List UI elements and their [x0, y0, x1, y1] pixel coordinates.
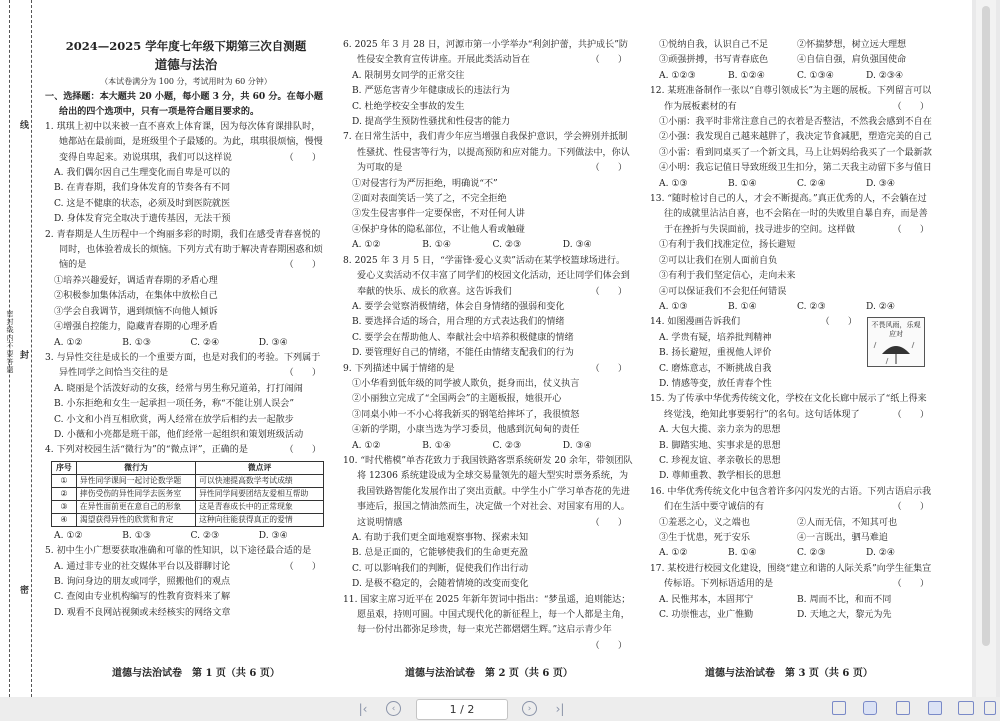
q1-option-a: A. 我们偶尔因自己生理变化而自卑是可以的 [54, 168, 231, 179]
q12-item-3: ③小雷：看到同桌买了一个新文具，马上让妈妈给我买了一个最新款 [659, 147, 932, 158]
column-2 [343, 38, 633, 654]
question-13: 13. “随时检讨自己的人，才会不断提高。”真正优秀的人，不会躺在过往的成就里沾沾自喜，也不会陷在一时的失败里自暴自弃，而是善于在挫折与失误面前，找寻进步的空间。这样做 （ ） ①有利于我们找准定位，扬长避短 ②可以让我们在别人面前自负 ③有利于我们坚定信心，走向未来 ④可以保证我们不会犯任何错误 A. ①③ B. ①④ C. ②③ D. ②④ [650, 192, 935, 315]
q9-item-2: ②小丽独立完成了“全国两会”的主题板报，她很开心 [352, 394, 562, 405]
fit-width-button[interactable] [896, 701, 910, 715]
q4-table [51, 461, 324, 527]
prev-page-button[interactable] [386, 701, 401, 716]
q4-options [45, 529, 327, 544]
q11-item-4: ④自信自强，肩负强国使命 [797, 55, 907, 66]
q1-option-c: C. 这是不健康的状态，必须及时到医院就医 [54, 198, 231, 209]
q12-item-2: ②小强：我发现自己越来越胖了，我决定节食减肥，塑造完美的自己 [659, 132, 932, 143]
q14-option-a: A. 学贵有疑，培养批判精神 [659, 332, 772, 343]
question-1: 1. 琪琪上初中以来被一直不喜欢上体育课，因为每次体育课排队时，她都站在最前面，是班级里个子最矮的。为此，琪琪很烦恼，慢慢变得自卑起来。劝说琪琪，我们可以这样说 （ ） A. 我们偶尔因自己生理变化而自卑是可以的 B. 在青春期，我们身体发育的节奏各有不同 C. 这是不健康的状态，必须及时到医院就医 D. 身体发育完全取决于遗传基因，无法干预 [45, 120, 327, 228]
q12-item-4: ④小明：我忘记值日导致班级卫生扣分，第二天我主动留下多与值日 [659, 163, 932, 174]
question-3: 3. 与异性交往是成长的一个重要方面，也是对我们的考验。下列属于异性同学之间恰当交往的是 （ ） A. 晓丽是个活泼好动的女孩，经常与男生称兄道弟，打打闹闹 B. 小东拒绝和女生一起承担一项任务，称“不能让别人误会” C. 小文和小肖互相欣赏，两人经常在放学后相约去一起散步 D. 小薇和小亮都是班干部，他们经常一起组织和策划班级活动 [45, 351, 327, 443]
question-8: 8. 2025 年 3 月 5 日，“学雷锋·爱心义卖”活动在某学校篮球场进行。爱心义卖活动不仅丰富了同学们的校园文化活动，还让同学们体会到奉献的快乐、成长的欣喜。这告诉我们 （ ） A. 要学会觉察消极情绪，体会自身情绪的强弱和变化 B. 要选择合适的场合，用合理的方式表达我们的情绪 C. 要学会在帮助他人、奉献社会中培养积极健康的情绪 D. 要管理好自己的情绪，不能任由情绪支配我们的行为 [343, 254, 633, 362]
section-heading: 一、选择题：本大题共 20 小题，每小题 3 分，共 60 分。在每小题给出的四个选项中，只有一项是符合题目要求的。 [45, 91, 323, 118]
q2-options [45, 336, 327, 351]
first-page-button[interactable] [355, 700, 371, 718]
q13-options [650, 300, 935, 315]
question-11-choices [650, 38, 935, 84]
scroll-view-button[interactable] [984, 701, 996, 715]
exam-note: （本试卷满分为 100 分，考试用时为 60 分钟） [100, 77, 272, 86]
q14-cartoon [867, 317, 925, 367]
q12-options [650, 177, 935, 192]
q4-option-d: D. ③④ [258, 530, 288, 541]
q16-option-d: D. ②④ [866, 548, 896, 559]
q15-option-c: C. 珍视友谊、孝亲敬长的思想 [659, 455, 781, 466]
q13-item-4: ④可以保证我们不会犯任何错误 [659, 286, 787, 297]
two-page-view-button[interactable] [958, 701, 974, 715]
q1-option-d: D. 身体发育完全取决于遗传基因，无法干预 [54, 214, 231, 225]
subject-title: 道德与法治 [154, 57, 218, 72]
page-footer-1: 道德与法治试卷 第 1 页（共 6 页） [112, 668, 280, 679]
q7-options [343, 238, 633, 253]
q1-option-b: B. 在青春期，我们身体发育的节奏各有不同 [54, 183, 231, 194]
q6-option-b: B. 严惩危害青少年健康成长的违法行为 [352, 86, 510, 97]
q10-option-c: C. 可以影响我们的判断，促使我们作出行动 [352, 563, 529, 574]
q16-items [650, 516, 935, 547]
q7-item-2: ②面对表面笑话一笑了之，不完全拒绝 [352, 194, 507, 205]
q9-option-a: A. ①② [352, 440, 381, 451]
last-page-button[interactable] [552, 700, 568, 718]
q2-option-c: C. ②④ [190, 337, 220, 348]
question-16: 16. 中华优秀传统文化中包含着许多闪闪发光的古语。下列古语启示我们在生活中要守诚信的有 （ ） ①羞恶之心，义之端也 ②人而无信，不知其可也 ③生于忧患，死于安乐 ④一言既出，驷马难追 A. ①② B. ①④ C. ②③ D. ②④ [650, 485, 935, 562]
q9-item-4: ④新的学期，小康当选为学习委员，他感到沉甸甸的责任 [352, 425, 580, 436]
q8-option-b: B. 要选择合适的场合，用合理的方式表达我们的情绪 [352, 317, 565, 328]
q11-options [650, 69, 935, 84]
q9-option-c: C. ②③ [492, 440, 522, 451]
q11-option-a: A. ①②③ [659, 70, 696, 81]
q9-options [343, 439, 633, 454]
q13-option-c: C. ②③ [797, 301, 826, 312]
first-page-icon: |‹ [358, 702, 368, 716]
page-footer-2: 道德与法治试卷 第 2 页（共 6 页） [405, 668, 573, 679]
q10-option-b: B. 总是正面的，它能够使我们的生命更充盈 [352, 548, 529, 559]
q14-cartoon-drawing [868, 318, 924, 366]
q4-option-c: C. ②③ [190, 530, 220, 541]
q6-option-a: A. 限制男女同学的正常交往 [352, 70, 465, 81]
q14-option-c: C. 磨炼意志，不断挑战自我 [659, 363, 772, 374]
q7-item-3: ③发生侵害事件一定要保密，不对任何人讲 [352, 209, 525, 220]
q16-item-3: ③生于忧患，死于安乐 [659, 533, 750, 543]
q4-header-comment: 微点评 [196, 461, 324, 474]
q15-option-a: A. 大包大揽、亲力亲为的思想 [659, 425, 781, 436]
q4-header-behavior: 微行为 [76, 461, 195, 474]
q12-item-1: ①小丽：我平时非常注意自己的衣着是否整洁，不然我会感到不自在 [659, 117, 932, 128]
q2-item-4: ④增强自控能力，隐藏青春期的心理矛盾 [54, 322, 218, 333]
q5-option-d: D. 观看不良网站视频或未经核实的网络文章 [54, 607, 231, 618]
q14-option-d: D. 情感等变，放任青春个性 [659, 378, 772, 389]
q11-item-3: ③顽强拼搏，书写青春底色 [659, 55, 769, 66]
q2-item-1: ①培养兴趣爱好，调适青春期的矛盾心理 [54, 275, 218, 286]
q16-item-2: ②人而无信，不知其可也 [797, 517, 898, 528]
q10-option-a: A. 有助于我们更全面地观察事物、探索未知 [352, 533, 529, 543]
question-14: 不畏风雨，乐观应对 14. 如图漫画告诉我们 （ ） A. 学贵有疑，培养批判精神 B. 扬长避短，重视他人评价 C. 磨炼意志，不断挑战自我 D. 情感等变，放任青春个性 [650, 315, 935, 392]
q8-option-a: A. 要学会觉察消极情绪，体会自身情绪的强弱和变化 [352, 301, 565, 312]
q12-option-d: D. ③④ [866, 178, 896, 189]
q17-options [650, 593, 935, 624]
binding-mark-top: 线 [18, 120, 28, 129]
table-row: ① 异性同学课间一起讨论数学题 可以快速提高数学考试成绩 [52, 474, 324, 487]
q4-header-no: 序号 [52, 461, 77, 474]
q16-options [650, 546, 935, 561]
scrollbar-thumb[interactable] [982, 6, 990, 646]
q10-option-d: D. 是极不稳定的，会随着情境的改变而变化 [352, 579, 529, 590]
question-6: 6. 2025 年 3 月 28 日，河源市第一小学举办“利剑护蕾，共护成长”防性侵安全教育宣传讲座。开展此类活动旨在 （ ） A. 限制男女同学的正常交往 B. 严惩危害青少年健康成长的违法行为 C. 杜绝学校安全事故的发生 D. 提高学生预防性骚扰和性侵害的能力 [343, 38, 633, 130]
fit-page-button[interactable] [863, 701, 877, 715]
q13-item-3: ③有利于我们坚定信心，走向未来 [659, 271, 796, 282]
q7-option-c: C. ②③ [492, 240, 522, 251]
q17-option-a: A. 民惟邦本，本固邦宁 [659, 594, 754, 605]
q14-option-b: B. 扬长避短，重视他人评价 [659, 348, 772, 359]
chevron-right-icon: › [527, 703, 532, 714]
q5-option-c: C. 查阅由专业机构编写的性教育资料来了解 [54, 592, 231, 603]
q3-option-d: D. 小薇和小亮都是班干部，他们经常一起组织和策划班级活动 [54, 429, 304, 440]
binding-warning-text: 密封线内不要答题 [6, 310, 14, 374]
table-row: ③ 在异性面前更在意自己的形象 这是青春成长中的正常现象 [52, 500, 324, 513]
q3-option-b: B. 小东拒绝和女生一起承担一项任务，称“不能让别人误会” [54, 399, 295, 410]
page-footer-3: 道德与法治试卷 第 3 页（共 6 页） [705, 668, 873, 679]
q7-option-a: A. ①② [352, 240, 381, 251]
q8-option-d: D. 要管理好自己的情绪，不能任由情绪支配我们的行为 [352, 348, 574, 359]
q11-item-2: ②怀揣梦想，树立远大理想 [797, 40, 907, 50]
q17-option-c: C. 功崇惟志，业广惟勤 [659, 610, 754, 621]
q9-item-1: ①小华看到低年级的同学被人欺负，挺身而出，仗义执言 [352, 378, 580, 389]
question-9: 9. 下列描述中属于情绪的是 （ ） ①小华看到低年级的同学被人欺负，挺身而出，仗义执言 ②小丽独立完成了“全国两会”的主题板报，她很开心 ③同桌小帅一不小心将我新买的钢笔给摔坏了，我很愤怒 ④新的学期，小康当选为学习委员，他感到沉甸甸的责任 A. ①② B. ①④ C. ②③ D. ③④ [343, 362, 633, 454]
chevron-left-icon: ‹ [391, 703, 396, 714]
question-11-stem: 11. 国家主席习近平在 2025 年新年贺词中指出：“梦虽遥，追则能达；愿虽艰，持则可圆。中国式现代化的新征程上，每一个人都是主角，每一份付出都弥足珍贵，每一束光芒都熠熠生辉。”这启示青少年 （ ） [343, 594, 631, 651]
exam-title: 2024—2025 学年度七年级下期第三次自测题 [65, 39, 307, 53]
binding-line-inner [31, 0, 32, 697]
q7-item-1: ①对侵害行为严厉拒绝，明确说“不” [352, 178, 498, 189]
page-number-input[interactable]: 1 / 2 [416, 699, 508, 720]
q13-option-b: B. ①④ [728, 301, 757, 312]
q2-option-a: A. ①② [54, 337, 83, 348]
q5-option-a: A. 通过非专业的社交媒体平台以及群聊讨论 [54, 561, 231, 572]
q11-option-b: B. ①②④ [728, 70, 765, 81]
vertical-scrollbar[interactable] [976, 0, 996, 697]
q11-option-d: D. ②③④ [866, 70, 904, 81]
q11-item-1: ①悦纳自我，认识自己不足 [659, 40, 769, 50]
q2-option-d: D. ③④ [258, 337, 288, 348]
column-3 [650, 38, 935, 623]
q16-option-c: C. ②③ [797, 548, 826, 559]
q9-option-b: B. ①④ [422, 440, 452, 451]
viewer-toolbar [0, 697, 1000, 721]
q13-item-1: ①有利于我们找准定位，扬长避短 [659, 240, 796, 251]
actual-size-button[interactable] [832, 701, 846, 715]
q4-option-b: B. ①③ [122, 530, 152, 541]
q16-option-a: A. ①② [659, 548, 688, 559]
q15-option-d: D. 尊师重教、教学相长的思想 [659, 471, 781, 482]
question-17: 17. 某校进行校园文化建设，围绕“建立和谐的人际关系”向学生征集宣传标语。下列标语适用的是 （ ） A. 民惟邦本，本固邦宁 B. 周而不比，和而不同 C. 功崇惟志，业广惟勤 D. 天地之大，黎元为先 [650, 562, 935, 624]
q11-items [650, 38, 935, 69]
q17-option-d: D. 天地之大，黎元为先 [797, 610, 892, 621]
single-page-view-button[interactable] [928, 701, 942, 715]
q12-option-b: B. ①④ [728, 178, 757, 189]
table-row: ④ 渴望获得异性的欣赏和肯定 这种向往能获得真正的爱情 [52, 513, 324, 526]
q17-option-b: B. 周而不比，和而不同 [797, 594, 892, 605]
question-2: 2. 青春期是人生历程中一个绚丽多彩的时期，我们在感受青春喜悦的同时，也体验着成长的烦恼。下列方式有助于解决青春期困惑和烦恼的是 （ ） ①培养兴趣爱好，调适青春期的矛盾心理 ②积极参加集体活动，在集体中放松自己 ③学会自我调节，遇到烦恼不向他人倾诉 ④增强自控能力，隐藏青春期的心理矛盾 A. ①② B. ①③ C. ②④ D. ③④ [45, 228, 327, 351]
q2-item-2: ②积极参加集体活动，在集体中放松自己 [54, 291, 218, 302]
q2-option-b: B. ①③ [122, 337, 152, 348]
q13-item-2: ②可以让我们在别人面前自负 [659, 255, 778, 266]
q8-option-c: C. 要学会在帮助他人、奉献社会中培养积极健康的情绪 [352, 332, 574, 343]
last-page-icon: ›| [555, 702, 565, 716]
next-page-button[interactable] [522, 701, 537, 716]
q11-option-c: C. ①③④ [797, 70, 834, 81]
q2-item-3: ③学会自我调节，遇到烦恼不向他人倾诉 [54, 306, 218, 317]
binding-strip [0, 0, 40, 697]
binding-mark-middle: 封 [18, 350, 28, 359]
q13-option-d: D. ②④ [866, 301, 896, 312]
q16-item-4: ④一言既出，驷马难追 [797, 533, 888, 543]
question-4: 4. 下列对校园生活“微行为”的“微点评”，正确的是 （ ） 序号 微行为 微点评 ① 异性同学课间一起讨论数学题 可以快速提高数学考试成绩 ② 摔伤受伤的异性同学去医务室 异性同学间要团结友爱相互帮助 ③ 在异性面前更在意自己的形象 这是青春成长中的正常现象 ④ 渴望获得异性的欣赏和肯定 这种向往能获得真正的爱情 A. ①② B. ①③ C. ②③ D. ③④ [45, 443, 327, 544]
q7-item-4: ④保护身体的隐私部位，不让他人看或触碰 [352, 224, 525, 235]
q12-option-c: C. ②④ [797, 178, 826, 189]
question-5: 5. 初中生小广想要获取准确和可靠的性知识，以下途径最合适的是 （ ） A. 通过非专业的社交媒体平台以及群聊讨论 B. 询问身边的朋友或同学，照搬他们的观点 C. 查阅由专业机构编写的性教育资料来了解 D. 观看不良网站视频或未经核实的网络文章 [45, 544, 327, 621]
q5-option-b: B. 询问身边的朋友或同学，照搬他们的观点 [54, 576, 231, 587]
table-row: ② 摔伤受伤的异性同学去医务室 异性同学间要团结友爱相互帮助 [52, 487, 324, 500]
q15-option-b: B. 脚踏实地、实事求是的思想 [659, 440, 781, 451]
q16-option-b: B. ①④ [728, 548, 757, 559]
q16-item-1: ①羞恶之心，义之端也 [659, 517, 750, 528]
question-15: 15. 为了传承中华优秀传统文化，学校在文化长廊中展示了“纸上得来终觉浅，绝知此事要躬行”的名句。这句话体现了 （ ） A. 大包大揽、亲力亲为的思想 B. 脚踏实地、实事求是的思想 C. 珍视友谊、孝亲敬长的思想 D. 尊师重教、教学相长的思想 [650, 392, 935, 484]
question-7: 7. 在日常生活中，我们青少年应当增强自我保护意识，学会辨别并抵制性骚扰、性侵害等行为，以提高预防和应对能力。下列做法中，你认为可取的是 （ ） ①对侵害行为严厉拒绝，明确说“不” ②面对表面笑话一笑了之，不完全拒绝 ③发生侵害事件一定要保密，不对任何人讲 ④保护身体的隐私部位，不让他人看或触碰 A. ①② B. ①④ C. ②③ D. ③④ [343, 130, 633, 253]
q13-option-a: A. ①③ [659, 301, 688, 312]
q7-option-b: B. ①④ [422, 240, 452, 251]
question-10: 10. “时代楷模”单杏花致力于我国铁路客票系统研发 20 余年，带领团队将 12306 系统建设成为全球交易量领先的超大型实时票务系统，为我国铁路智能化发展作出了突出贡献。中学生小广学习单杏花的先进事迹后，报国之情油然而生，决定做一个对社会、对国家有用的人。这说明情感 （ ） A. 有助于我们更全面地观察事物、探索未知 B. 总是正面的，它能够使我们的生命更充盈 C. 可以影响我们的判断，促使我们作出行动 D. 是极不稳定的，会随着情境的改变而变化 [343, 454, 633, 593]
question-12: 12. 某班准备制作一张以“自尊引领成长”为主题的展板。下列留言可以作为展板素材的有 （ ） ①小丽：我平时非常注意自己的衣着是否整洁，不然我会感到不自在 ②小强：我发现自己越来越胖了，我决定节食减肥，塑造完美的自己 ③小雷：看到同桌买了一个新文具，马上让妈妈给我买了一个最新款 ④小明：我忘记值日导致班级卫生扣分，第二天我主动留下多与值日 A. ①③ B. ①④ C. ②④ D. ③④ [650, 84, 935, 192]
q6-option-d: D. 提高学生预防性骚扰和性侵害的能力 [352, 117, 511, 128]
q9-item-3: ③同桌小帅一不小心将我新买的钢笔给摔坏了，我很愤怒 [352, 409, 580, 420]
q12-option-a: A. ①③ [659, 178, 688, 189]
q14-cartoon-caption: 不畏风雨，乐观应对 [871, 321, 921, 339]
q9-option-d: D. ③④ [562, 440, 592, 451]
q3-option-a: A. 晓丽是个活泼好动的女孩，经常与男生称兄道弟，打打闹闹 [54, 383, 303, 394]
q4-option-a: A. ①② [54, 530, 83, 541]
binding-mark-bottom: 密 [18, 585, 28, 594]
column-1 [45, 38, 327, 621]
q6-option-c: C. 杜绝学校安全事故的发生 [352, 101, 465, 112]
q7-option-d: D. ③④ [562, 240, 592, 251]
q3-option-c: C. 小文和小肖互相欣赏，两人经常在放学后相约去一起散步 [54, 414, 294, 425]
